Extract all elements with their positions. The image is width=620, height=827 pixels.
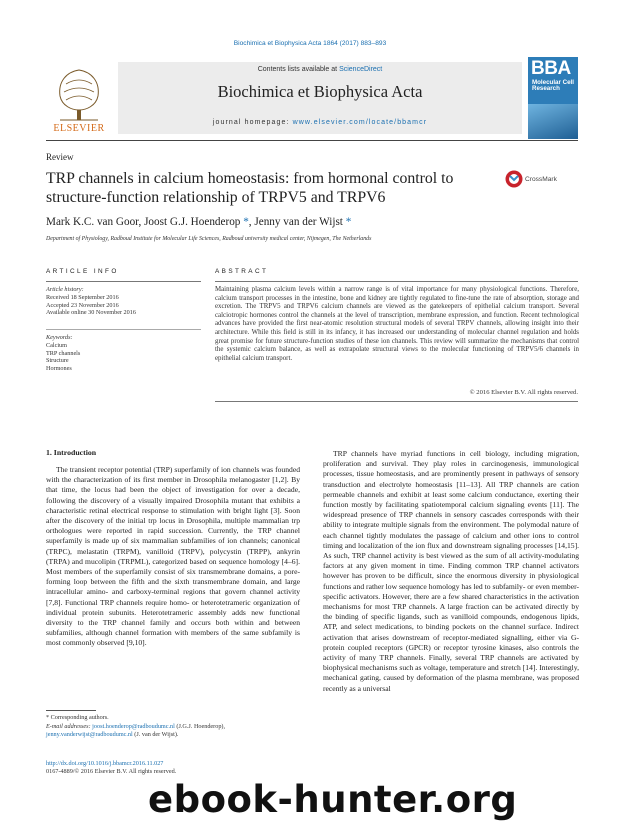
journal-reference[interactable]: Biochimica et Biophysica Acta 1864 (2017) 883–893 — [233, 40, 387, 47]
corresponding-author-mark[interactable]: * — [243, 216, 249, 228]
journal-cover-thumbnail — [528, 57, 578, 139]
journal-homepage: journal homepage: www.elsevier.com/locate/bbamcr — [212, 119, 428, 126]
email-label: E-mail addresses: — [46, 722, 93, 730]
author-list — [46, 216, 351, 228]
author-name[interactable]: Joost G.J. Hoenderop — [144, 216, 244, 228]
section-heading-introduction: 1. Introduction — [46, 448, 97, 457]
article-info-rule — [46, 281, 201, 282]
history-rule — [46, 329, 201, 330]
email-owner: (J.G.J. Hoenderop), — [174, 722, 226, 730]
issn-line: 0167-4889/© 2016 Elsevier B.V. All rights reserved. — [46, 768, 177, 776]
keyword: Calcium — [46, 341, 67, 349]
abstract-heading: ABSTRACT — [215, 268, 269, 275]
cover-letters: BBA — [531, 58, 571, 79]
elsevier-logo — [46, 62, 112, 134]
email-link[interactable]: jenny.vanderwijst@radboudumc.nl — [46, 731, 133, 739]
contents-line: Contents lists available at ScienceDirect — [257, 66, 383, 73]
intro-paragraph-2: TRP channels have myriad functions in cell biology, including migration, proliferation and survival. They play roles in carcinogenesis, immunological processes, tissue homeostasis, and are prominently present in pathways of sensory transduction and electrolyte homeostasis [11–13]. All TRP channels are cation permeable channels and exhibit at least some calcium conductance, exerting their function mostly by facilitating spatiotemporal calcium signaling events [11]. The widespread presence of TRP channels in sensory cascades corresponds with their ability to integrate multiple signals from the environment. The polymodal nature of each channel tightly modulates the passage of calcium and other ions to control timing and localization of the ion flux and downstream signaling processes [14,15]. As such, TRP channel activity is best viewed as the sum of all activity-modulating factors at any given moment in time. Finding common TRP channel activators however has proven to be difficult, since the enormous diversity in physiological functions and rather low sequence homology has led to subfamily- or even member-specific activators. However, there are a few shared characteristics in the activation mechanisms for most TRP channels. A large fraction can be activated directly by the binding of specific ligands, such as vanilloid compounds, endogenous lipids, ATP, and select medications, to binding pockets on the channel surface. Indirect activation that arises downstream of receptor-mediated signalling, either via G-protein coupled receptors (GPCR) or receptor tyrosine kinases, also controls the activity of many TRP channels. Finally, several TRP channels are activated by biophysical mechanisms such as voltage, temperature and stretch [14]. Interestingly, mechanical gating, caused by deformation of the plasma membrane, was proposed recently as a universal — [323, 449, 579, 693]
copyright-notice: © 2016 Elsevier B.V. All rights reserved. — [469, 389, 578, 396]
journal-title: Biochimica et Biophysica Acta — [217, 82, 423, 101]
history-received: Received 18 September 2016 — [46, 293, 119, 301]
article-title: TRP channels in calcium homeostasis: from hormonal control to structure-function relationship of TRPV5 and TRPV6 — [46, 170, 454, 206]
history-online: Available online 30 November 2016 — [46, 309, 136, 317]
keyword: Structure — [46, 357, 69, 365]
masthead-rule — [46, 140, 578, 141]
watermark: ebook-hunter.org — [148, 778, 518, 821]
corresponding-authors-note: * Corresponding authors. — [46, 714, 109, 721]
abstract-rule — [215, 281, 578, 282]
keywords — [46, 334, 206, 373]
email-link[interactable]: joost.hoenderop@radboudumc.nl — [92, 722, 175, 730]
article-type: Review — [46, 152, 74, 162]
masthead-panel — [118, 62, 522, 134]
history-label: Article history: — [46, 286, 84, 293]
email-owner: (J. van der Wijst). — [132, 731, 179, 739]
author-name[interactable]: Mark K.C. van Goor, — [46, 216, 145, 228]
sciencedirect-link[interactable]: ScienceDirect — [339, 66, 383, 73]
doi-link[interactable]: http://dx.doi.org/10.1016/j.bbamcr.2016.11.027 — [46, 760, 164, 767]
doi-block — [46, 760, 306, 777]
article-history — [46, 286, 206, 317]
abstract-bottom-rule — [215, 401, 578, 402]
article-info-heading: ARTICLE INFO — [46, 268, 119, 275]
crossmark-badge[interactable] — [505, 170, 575, 192]
affiliation: Department of Physiology, Radboud Institute for Molecular Life Sciences, Radboud university medical center, Nijmegen, The Netherlands — [46, 236, 372, 242]
crossmark-label: CrossMark — [525, 176, 557, 183]
keywords-label: Keywords: — [46, 334, 73, 341]
crossmark-icon — [505, 170, 523, 188]
intro-paragraph-1: The transient receptor potential (TRP) superfamily of ion channels was founded with the characterization of its first member in Drosophila melanogaster [1,2]. By that time, the locus had been the object of investigation for over a decade, following the discovery of a visually impaired Drosophila mutant that exhibits a characteristic retinal electrical response to stimulation with bright light [3]. Soon after the discovery of the initial trp locus in Drosophila, multiple mammalian trp orthologues were reported in rapid succession. Currently, the TRP channel superfamily is made up of six mammalian subfamilies of ion channels; canonical (TRPC), melastatin (TRPM), vanilloid (TRPV), polycystin (TRPP), ankyrin (TRPA) and mucolipin (TRPML), categorized based on sequence homology [4–6]. Most members of the superfamily consist of six transmembrane domains, a pore-forming loop between the fifth and the sixth transmembrane domain, and large intracellular amino- and carboxy-terminal regions that govern channel activity [7,8]. Functional TRP channels require homo- or heterotetrameric organization of individual protein subunits. Heterotetrameric assembly adds new functional diversity to the TRP channel family and occurs both within and between subfamilies, although channel formation with members of the same subfamily is most commonly observed [9,10]. — [46, 465, 300, 648]
cover-subtitle: Molecular Cell Research — [532, 79, 574, 93]
history-accepted: Accepted 23 November 2016 — [46, 301, 119, 309]
corresponding-author-mark[interactable]: * — [345, 216, 352, 228]
homepage-link[interactable]: www.elsevier.com/locate/bbamcr — [292, 119, 428, 126]
abstract-text: Maintaining plasma calcium levels within a narrow range is of vital importance for many physiological functions. Therefore, calcium transport processes in the intestine, bone and kidney are tightly regulated to fine-tune the rate of absorption, storage and excretion. The TRPV5 and TRPV6 calcium channels are viewed as the gatekeepers of epithelial calcium transport. Several calciotropic hormones control the channels at the level of transcription, membrane expression, and function. Recent technological advances have provided the first near-atomic resolution structural models of several TRPV channels, allowing insight into their architecture. While this field is still in its infancy, it has increased our understanding of molecular channel regulation and holds great promise for future structure-function studies of these ion channels. This review will summarize the mechanisms that control the systemic calcium balance, as well as extrapolate structural views to the molecular functioning of TRPV5/6 channels in epithelial calcium transport. — [215, 286, 579, 362]
keyword: Hormones — [46, 365, 72, 373]
elsevier-wordmark: ELSEVIER — [53, 123, 105, 134]
footnote-rule — [46, 710, 96, 711]
cover-image — [528, 104, 578, 139]
footnote — [46, 714, 300, 740]
keyword: TRP channels — [46, 349, 81, 357]
author-name[interactable]: , Jenny van der Wijst — [248, 216, 346, 228]
journal-masthead — [46, 58, 578, 139]
